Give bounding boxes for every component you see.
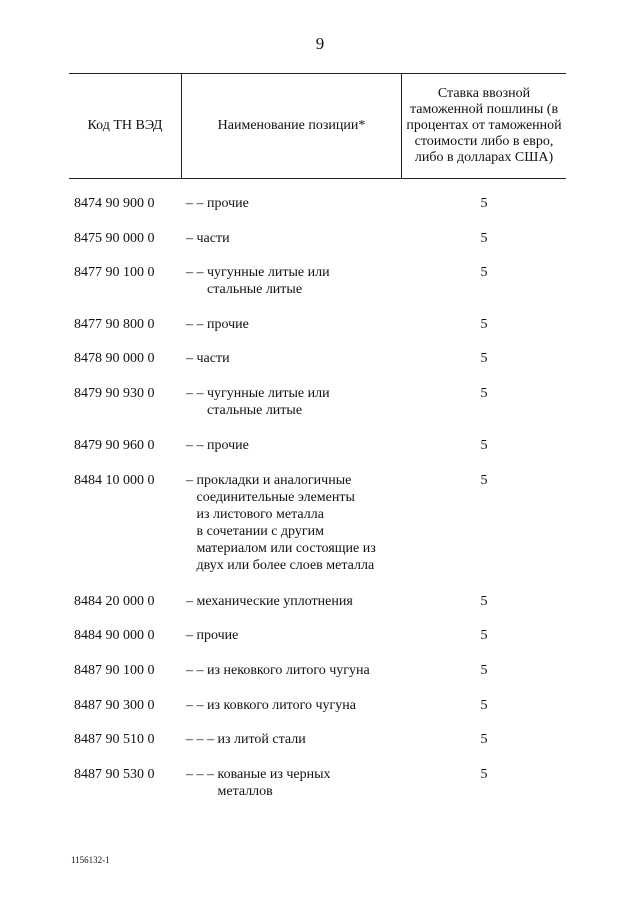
row-rate: 5	[480, 628, 488, 643]
row-text: из нековкого литого чугуна	[207, 663, 370, 678]
row-code: 8484 90 000 0	[74, 628, 155, 643]
row-rate: 5	[480, 351, 488, 366]
row-description	[186, 195, 401, 212]
row-text: прочие	[207, 438, 249, 453]
row-code: 8475 90 000 0	[74, 231, 155, 246]
row-text: кованые из черных металлов	[217, 767, 331, 799]
row-description	[186, 627, 401, 644]
row-code: 8487 90 530 0	[74, 767, 155, 782]
row-rate: 5	[480, 196, 488, 211]
row-description	[186, 230, 401, 247]
row-description	[186, 437, 401, 454]
row-description	[186, 731, 401, 748]
row-dashes: – –	[186, 196, 207, 211]
table-header	[69, 73, 566, 179]
row-rate: 5	[480, 767, 488, 782]
row-rate: 5	[480, 438, 488, 453]
row-dashes: –	[186, 473, 197, 488]
row-dashes: – –	[186, 698, 207, 713]
row-dashes: – –	[186, 317, 207, 332]
row-text: прочие	[207, 196, 249, 211]
row-description	[186, 472, 401, 574]
row-description	[186, 316, 401, 333]
row-rate: 5	[480, 663, 488, 678]
header-code: Код ТН ВЭД	[69, 74, 182, 178]
header-name: Наименование позиции*	[182, 74, 402, 178]
row-code: 8474 90 900 0	[74, 196, 155, 211]
row-rate: 5	[480, 317, 488, 332]
row-description	[186, 385, 401, 419]
row-description	[186, 697, 401, 714]
row-code: 8487 90 300 0	[74, 698, 155, 713]
row-rate: 5	[480, 473, 488, 488]
row-description	[186, 264, 401, 298]
row-dashes: – – –	[186, 767, 218, 782]
row-text: чугунные литые или стальные литые	[207, 265, 330, 297]
row-dashes: – –	[186, 663, 207, 678]
row-dashes: – – –	[186, 732, 218, 747]
row-code: 8479 90 930 0	[74, 386, 155, 401]
row-description	[186, 593, 401, 610]
row-description	[186, 662, 401, 679]
row-text: части	[196, 351, 230, 366]
row-code: 8487 90 100 0	[74, 663, 155, 678]
header-rate: Ставка ввозной таможенной пошлины (в процентах от таможенной стоимости либо в евро, либо в долларах США)	[406, 86, 562, 165]
row-rate: 5	[480, 265, 488, 280]
row-text: прочие	[196, 628, 239, 643]
row-dashes: – –	[186, 386, 207, 401]
row-dashes: –	[186, 351, 197, 366]
row-dashes: – –	[186, 438, 207, 453]
row-description	[186, 350, 401, 367]
row-code: 8487 90 510 0	[74, 732, 155, 747]
row-code: 8477 90 100 0	[74, 265, 155, 280]
row-text: из литой стали	[217, 732, 306, 747]
row-description	[186, 766, 401, 800]
row-code: 8478 90 000 0	[74, 351, 155, 366]
row-rate: 5	[480, 386, 488, 401]
row-rate: 5	[480, 231, 488, 246]
page-number: 9	[315, 34, 325, 53]
row-dashes: –	[186, 594, 197, 609]
row-text: механические уплотнения	[196, 594, 353, 609]
row-code: 8484 10 000 0	[74, 473, 155, 488]
document-code: 1156132-1	[71, 855, 110, 865]
row-code: 8477 90 800 0	[74, 317, 155, 332]
row-rate: 5	[480, 594, 488, 609]
row-code: 8479 90 960 0	[74, 438, 155, 453]
row-dashes: – –	[186, 265, 207, 280]
row-code: 8484 20 000 0	[74, 594, 155, 609]
row-rate: 5	[480, 732, 488, 747]
row-text: из ковкого литого чугуна	[207, 698, 357, 713]
row-text: чугунные литые или стальные литые	[207, 386, 330, 418]
row-text: части	[196, 231, 230, 246]
row-text: прокладки и аналогичные соединительные элементы из листового металла в сочетании с другим материалом или состоящие из двух или более слоев металла	[196, 473, 376, 573]
row-dashes: –	[186, 628, 197, 643]
row-text: прочие	[207, 317, 249, 332]
row-dashes: –	[186, 231, 197, 246]
row-rate: 5	[480, 698, 488, 713]
